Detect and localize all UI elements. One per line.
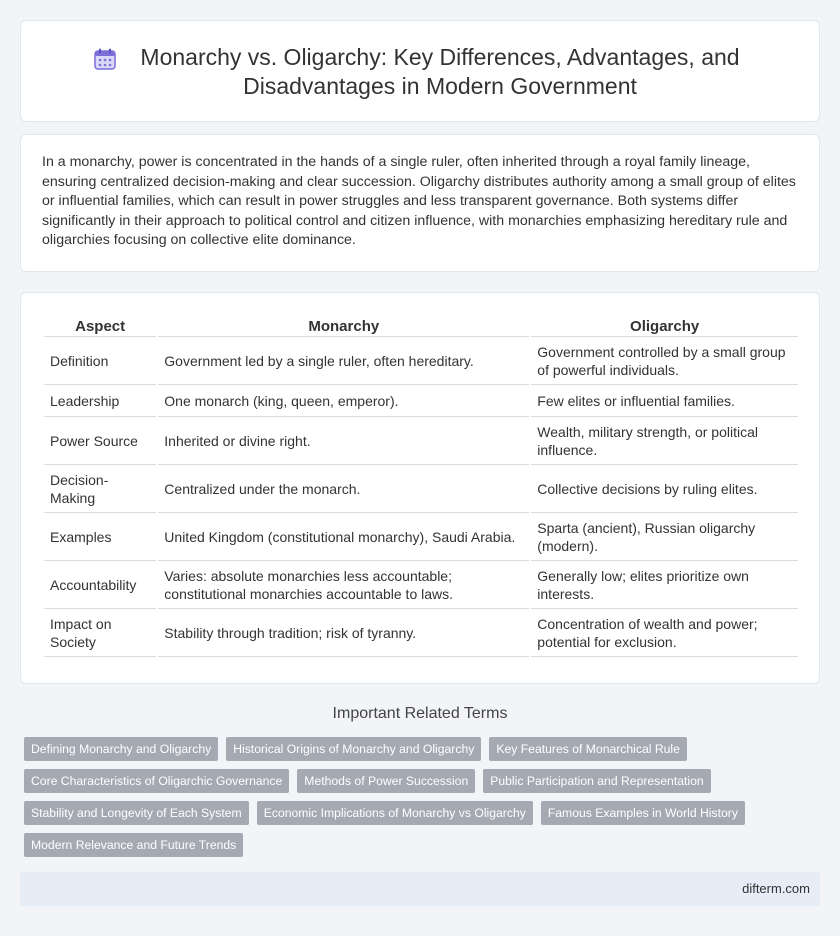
related-term-tag[interactable]: Modern Relevance and Future Trends [24,833,243,857]
monarchy-cell: United Kingdom (constitutional monarchy), Saudi Arabia. [158,513,529,561]
monarchy-cell: Stability through tradition; risk of tyranny. [158,609,529,657]
related-term-tag[interactable]: Core Characteristics of Oligarchic Governance [24,769,289,793]
table-row [44,417,798,465]
related-term-tag[interactable]: Famous Examples in World History [541,801,745,825]
oligarchy-cell: Wealth, military strength, or political influence. [531,417,798,465]
aspect-cell: Impact on Society [44,609,156,657]
header-monarchy: Monarchy [158,315,529,337]
related-terms-heading: Important Related Terms [332,705,508,722]
tag-row [24,769,814,793]
related-term-tag[interactable]: Key Features of Monarchical Rule [489,737,687,761]
tag-row [24,833,814,857]
table-row [44,337,798,385]
oligarchy-cell: Generally low; elites prioritize own interests. [531,561,798,609]
table-row [44,385,798,417]
oligarchy-cell: Sparta (ancient), Russian oligarchy (modern). [531,513,798,561]
monarchy-cell: Inherited or divine right. [158,417,529,465]
oligarchy-cell: Government controlled by a small group of powerful individuals. [531,337,798,385]
comparison-card [20,292,820,684]
tag-row [24,737,814,761]
monarchy-cell: Varies: absolute monarchies less accountable; constitutional monarchies accountable to laws. [158,561,529,609]
related-term-tag[interactable]: Defining Monarchy and Oligarchy [24,737,218,761]
tag-row [24,801,814,825]
table-row [44,465,798,513]
related-term-tag[interactable]: Stability and Longevity of Each System [24,801,249,825]
monarchy-cell: One monarch (king, queen, emperor). [158,385,529,417]
related-term-tag[interactable]: Methods of Power Succession [297,769,475,793]
intro-paragraph: In a monarchy, power is concentrated in the hands of a single ruler, often inherited through a royal family lineage, ensuring centralized decision-making and clear succession. Oligarchy distributes authority among a small group of elites or influential families, which can result in power struggles and less transparent governance. Both systems differ significantly in their approach to political control and citizen influence, with monarchies emphasizing hereditary rule and oligarchies focusing on collective elite dominance. [42,154,796,248]
oligarchy-cell: Collective decisions by ruling elites. [531,465,798,513]
site-link[interactable]: difterm.com [742,881,810,896]
related-term-tag[interactable]: Economic Implications of Monarchy vs Oligarchy [257,801,533,825]
footer [20,872,820,906]
monarchy-cell: Centralized under the monarch. [158,465,529,513]
table-row [44,561,798,609]
oligarchy-cell: Few elites or influential families. [531,385,798,417]
title-card [20,20,820,122]
aspect-cell: Leadership [44,385,156,417]
related-term-tag[interactable]: Public Participation and Representation [483,769,710,793]
aspect-cell: Examples [44,513,156,561]
aspect-cell: Power Source [44,417,156,465]
aspect-cell: Decision-Making [44,465,156,513]
intro-card [20,134,820,272]
header-oligarchy: Oligarchy [531,315,798,337]
oligarchy-cell: Concentration of wealth and power; potential for exclusion. [531,609,798,657]
table-header-row [44,315,798,337]
comparison-table [42,315,800,657]
related-terms-list [24,737,814,865]
aspect-cell: Accountability [44,561,156,609]
table-row [44,609,798,657]
header-aspect: Aspect [44,315,156,337]
related-term-tag[interactable]: Historical Origins of Monarchy and Oligarchy [226,737,481,761]
table-row [44,513,798,561]
monarchy-cell: Government led by a single ruler, often hereditary. [158,337,529,385]
page-title: Monarchy vs. Oligarchy: Key Differences, Advantages, and Disadvantages in Modern Government [140,44,740,99]
aspect-cell: Definition [44,337,156,385]
